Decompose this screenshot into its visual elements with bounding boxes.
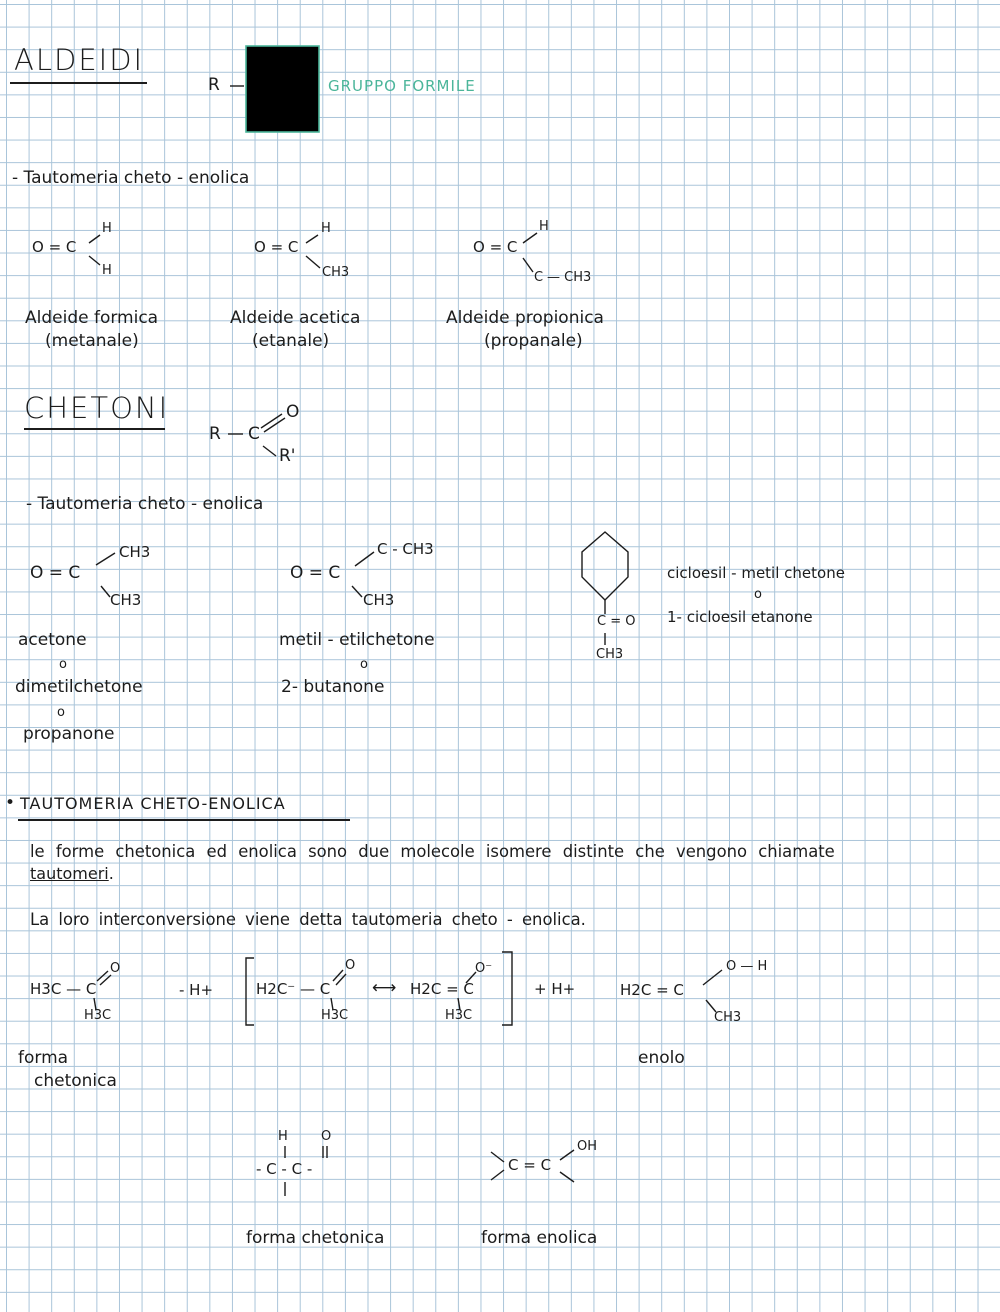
keto-h3c: H3C [84, 1008, 112, 1023]
enol-ch3-bond [706, 1000, 716, 1012]
formica-h1-bond [89, 235, 100, 243]
acetone-bottom-bond [101, 586, 110, 597]
cicloesil-c-eq-o: C = O [597, 614, 636, 629]
tautomeri-term: tautomeri [30, 864, 109, 883]
resonance2-h3c: H3C [445, 1008, 473, 1023]
butanone-bottom-ch3: CH3 [363, 591, 395, 609]
formile-group-box [246, 46, 319, 132]
enol-main: H2C = C [620, 981, 684, 999]
resonance1-o: O [345, 958, 356, 973]
enolo-label: enolo [638, 1048, 685, 1068]
generic-enol-left-up [491, 1152, 504, 1162]
chetoni-title: CHETONI [24, 391, 170, 425]
generic-keto-h: H [278, 1129, 288, 1144]
formica-o-eq-c: O = C [32, 238, 77, 256]
resonance-arrow: ⟷ [372, 978, 397, 998]
bracket-right [502, 952, 512, 1025]
generic-enol-oh-bond [560, 1150, 574, 1160]
butanone-top-chain: C - CH3 [377, 540, 434, 558]
acetone-top-ch3: CH3 [119, 543, 151, 561]
chetoni-c-r2-bond [263, 446, 276, 456]
2-butanone-name: 2- butanone [281, 677, 385, 697]
keto-o: O [110, 961, 121, 976]
formica-iupac: (metanale) [45, 331, 139, 351]
acetone-or-1: o [59, 657, 67, 672]
formica-h2-bond [89, 256, 100, 265]
keto-ch3-bond [94, 998, 96, 1010]
dimetilchetone-name: dimetilchetone [15, 677, 143, 697]
acetica-h-bond [306, 235, 318, 243]
formica-h2: H [102, 263, 112, 278]
resonance1-h3c: H3C [321, 1008, 349, 1023]
chetoni-c-o-b [264, 418, 285, 432]
propionica-name: Aldeide propionica [446, 308, 604, 328]
resonance2-o-minus: O⁻ [475, 961, 493, 976]
aldeidi-formula-r: R [208, 75, 220, 95]
forma-label: forma [18, 1048, 69, 1068]
generic-enol-chain: C = C [508, 1156, 552, 1174]
acetone-or-2: o [57, 705, 65, 720]
enol-oh: O — H [726, 959, 768, 974]
propionica-c: C [534, 270, 544, 285]
acetica-ch3: CH3 [322, 265, 350, 280]
chetoni-formula-r2: R' [279, 446, 296, 466]
chetoni-tautomeria-heading: - Tautomeria cheto - enolica [26, 494, 264, 514]
generic-enol-left-down [491, 1170, 504, 1180]
cicloesil-metil-chetone-name: cicloesil - metil chetone [667, 564, 845, 582]
acetone-o-eq-c: O = C [30, 563, 81, 583]
propionica-o-eq-c: O = C [473, 238, 518, 256]
generic-enol-right-down [560, 1172, 574, 1182]
propionica-ch3: — CH3 [547, 270, 592, 285]
chetoni-formula-r: R [209, 424, 221, 444]
chetonica-label: chetonica [34, 1071, 117, 1091]
butanone-top-bond [355, 552, 374, 566]
acetica-h1: H [321, 221, 331, 236]
generic-keto-o: O [321, 1129, 332, 1144]
propionica-iupac: (propanale) [484, 331, 583, 351]
acetica-name: Aldeide acetica [230, 308, 361, 328]
res2-ch3-bond [458, 998, 460, 1010]
section-bullet: • [5, 793, 16, 813]
tautomeria-section-title: TAUTOMERIA CHETO-ENOLICA [20, 794, 286, 813]
res1-ch3-bond [331, 998, 333, 1010]
cicloesil-ch3: CH3 [596, 647, 624, 662]
acetica-iupac: (etanale) [252, 331, 330, 351]
cicloesil-or: o [754, 587, 762, 602]
plus-h-plus: + H+ [534, 980, 576, 998]
acetica-ch3-bond [306, 256, 320, 268]
resonance1-main: H2C⁻ — C [256, 980, 331, 998]
generic-keto-chain: - C - C - [256, 1160, 313, 1178]
enol-ch3: CH3 [714, 1010, 742, 1025]
tautomeri-definition: le forme chetonica ed enolica sono due molecole isomere distinte che vengono chiamate [30, 842, 835, 861]
formica-name: Aldeide formica [25, 308, 159, 328]
interconversione-sentence: La loro interconversione viene detta tautomeria cheto - enolica. [30, 910, 586, 929]
acetone-top-bond [96, 553, 115, 565]
generic-enol-oh: OH [577, 1139, 598, 1154]
chetoni-formula-o: O [286, 402, 300, 422]
acetica-o-eq-c: O = C [254, 238, 299, 256]
1-cicloesil-etanone-name: 1- cicloesil etanone [667, 608, 813, 626]
forma-enolica-label: forma enolica [481, 1228, 598, 1248]
keto-main: H3C — C [30, 980, 97, 998]
tautomeri-period: . [108, 864, 114, 883]
acetone-bottom-ch3: CH3 [110, 591, 142, 609]
propionica-c-bond [523, 258, 533, 272]
minus-h-plus: - H+ [179, 981, 214, 999]
acetone-name: acetone [18, 630, 87, 650]
chetoni-formula-c: C [248, 424, 260, 444]
propionica-h1: H [539, 219, 549, 234]
resonance2-main: H2C = C [410, 980, 474, 998]
bracket-left [246, 958, 254, 1025]
formica-h1: H [102, 221, 112, 236]
forma-chetonica-label: forma chetonica [246, 1228, 385, 1248]
propanone-name: propanone [23, 724, 115, 744]
chetoni-c-o-a [261, 414, 282, 428]
aldeidi-title: ALDEIDI [14, 43, 145, 77]
aldeidi-tautomeria-heading: - Tautomeria cheto - enolica [12, 168, 250, 188]
res2-co-bond [466, 972, 476, 983]
butanone-or: o [360, 657, 368, 672]
metil-etilchetone-name: metil - etilchetone [279, 630, 435, 650]
cyclohexane-ring [582, 532, 628, 600]
propionica-h-bond [523, 233, 537, 243]
butanone-bottom-bond [352, 586, 362, 597]
enol-oh-bond [703, 970, 722, 985]
butanone-o-eq-c: O = C [290, 563, 341, 583]
gruppo-formile-label: GRUPPO FORMILE [328, 77, 476, 95]
